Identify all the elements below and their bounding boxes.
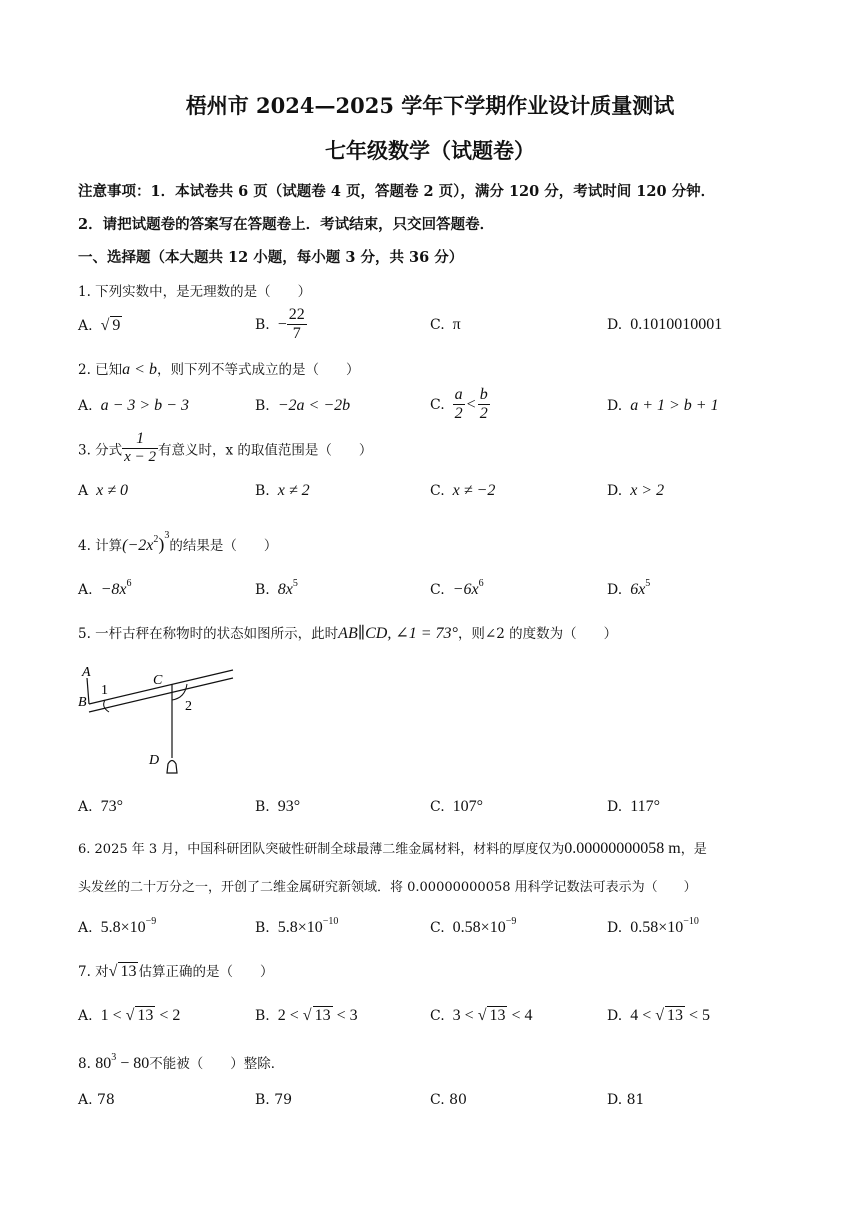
option-label: C. (430, 1008, 445, 1024)
denominator: 7 (292, 325, 301, 343)
q3-option-a (78, 482, 128, 500)
question-2-stem: 2. 已知a < b，则下列不等式成立的是（ ） (78, 361, 360, 378)
q4-option-a: A. $-8x^6$ (78, 578, 132, 598)
option-label: D. (607, 483, 623, 499)
option-label: C. (430, 317, 445, 333)
question-6-stem-line-1: 6. 2025 年 3 月，中国科研团队突破性研制全球最薄二维金属材料，材料的厚度仅为0.00000000058 m，是 (78, 840, 707, 857)
option-value: 73° (100, 798, 123, 815)
option-label: D. (607, 398, 623, 414)
option-label: B. (255, 1008, 270, 1024)
question-4-stem: 4. 计算$(-2x^2)^3$的结果是（ ） (78, 530, 278, 554)
question-6-stem-line-2: 头发丝的二十万分之一，开创了二维金属研究新领域．将 0.00000000058 用科学记数法可表示为（ ） (78, 880, 697, 895)
option-label: B. (255, 582, 270, 598)
q3-option-c (430, 482, 495, 500)
q7-option-b: B. 2 < √ 13 < 3 (255, 1007, 358, 1024)
thickness-value: 0.00000000058 m (564, 840, 681, 857)
q4-option-d: D. $6x^5$ (607, 578, 651, 598)
option-label: C. (430, 396, 445, 413)
option-value: π (452, 316, 461, 333)
option-value: 93° (277, 798, 301, 815)
q7-option-a: A. 1 < √ 13 < 2 (78, 1007, 181, 1024)
option-label: C. (430, 920, 445, 936)
q5-option-b (255, 798, 300, 816)
q1-option-a: A. √ 9 (78, 317, 121, 334)
option-value: x ≠ 0 (96, 482, 129, 499)
q3-option-b (255, 482, 310, 500)
q7-option-c: C. 3 < √ 13 < 4 (430, 1007, 533, 1024)
question-8-stem: 8. $80^3 - 80$不能被（ ）整除． (78, 1052, 285, 1072)
question-1-stem: 1. 下列实数中，是无理数的是（ ） (78, 284, 312, 300)
page-title: 梧州市 2024—2025 学年下学期作业设计质量测试 (185, 93, 675, 118)
option-value: 107° (452, 798, 484, 815)
notes-line-2: 2．请把试题卷的答案写在答题卷上．考试结束，只交回答题卷． (78, 216, 495, 233)
option-label: B. (255, 799, 270, 815)
q5-option-c (430, 798, 483, 816)
stem-math: a < b (122, 361, 157, 378)
label-d: D (149, 753, 160, 768)
q4-option-b: B. $8x^5$ (255, 578, 298, 598)
question-5-stem: 5. 一杆古秤在称物时的状态如图所示，此时AB∥CD, ∠1 = 73°，则∠2 的度数为（ ） (78, 625, 618, 642)
steelyard-figure (75, 660, 245, 785)
q5-option-d (607, 798, 660, 816)
option-label: B. (255, 398, 270, 414)
option-label: A. (78, 318, 93, 334)
q8-option-b: B. 79 (255, 1092, 293, 1108)
q8-option-c: C. 80 (430, 1092, 467, 1108)
option-value: 0.1010010001 (630, 316, 723, 333)
label-b: B (78, 695, 87, 710)
option-label: A (78, 483, 89, 499)
segment-ab (87, 678, 89, 704)
page-subtitle: 七年级数学（试题卷） (325, 138, 535, 163)
option-label: A. (78, 920, 93, 936)
section-heading: 一、选择题（本大题共 12 小题，每小题 3 分，共 36 分） (78, 249, 464, 266)
option-label: B. (255, 316, 270, 333)
q6-option-d: D. $0.58\times 10^{-10}$ (607, 916, 699, 936)
q6-option-b: B. $5.8\times 10^{-10}$ (255, 916, 339, 936)
q6-option-a: A. $5.8\times 10^{-9}$ (78, 916, 157, 936)
option-label: C. (430, 483, 445, 499)
option-value: a + 1 > b + 1 (630, 397, 719, 414)
option-value: a − 3 > b − 3 (100, 397, 189, 414)
option-label: D. (607, 920, 623, 936)
q6-option-c: C. $0.58\times 10^{-9}$ (430, 916, 517, 936)
option-value: x > 2 (630, 482, 665, 499)
q4-option-c: C. $-6x^6$ (430, 578, 484, 598)
option-label: A. (78, 582, 93, 598)
option-value: −2a < −2b (277, 397, 351, 414)
q1-option-b (255, 306, 307, 344)
angle-1-arc (104, 700, 109, 712)
option-label: A. (78, 1008, 93, 1024)
option-label: B. (255, 483, 270, 499)
option-label: A. (78, 398, 93, 414)
option-label: D. (607, 1008, 623, 1024)
option-label: D. (607, 799, 623, 815)
q1-option-d (607, 316, 722, 334)
label-1: 1 (101, 683, 108, 698)
notes-line-1: 注意事项：1．本试卷共 6 页（试题卷 4 页，答题卷 2 页），满分 120 分，考试时间 120 分钟． (78, 183, 716, 200)
option-value: x ≠ 2 (277, 482, 310, 499)
q2-option-b (255, 397, 350, 415)
numerator: 22 (287, 306, 307, 325)
q2-option-d (607, 397, 719, 415)
radicand: 9 (112, 317, 121, 334)
label-c: C (153, 673, 163, 688)
q3-option-d (607, 482, 664, 500)
weight-icon (167, 761, 177, 774)
q5-option-a (78, 798, 123, 816)
option-value: x ≠ −2 (452, 482, 496, 499)
stem-math: AB∥CD, ∠1 = 73° (338, 625, 458, 642)
option-label: C. (430, 582, 445, 598)
question-3-stem: 3. 分式 $\frac{1}{x - 2}$ 有意义时，x 的取值范围是（ ） (78, 430, 373, 466)
question-7-stem: 7. 对√ 13 估算正确的是（ ） (78, 963, 274, 980)
option-label: B. (255, 920, 270, 936)
q2-option-c: C. $\frac{a}{2}$ < $\frac{b}{2}$ (430, 386, 488, 423)
q7-option-d: D. 4 < √ 13 < 5 (607, 1007, 711, 1024)
option-label: D. (607, 582, 623, 598)
q2-option-a (78, 397, 189, 415)
q8-option-d: D. 81 (607, 1092, 645, 1108)
q1-option-c (430, 316, 461, 334)
radicand: 13 (120, 963, 137, 980)
option-label: A. (78, 799, 93, 815)
expr-base: (−2x (122, 537, 154, 554)
option-label: D. (607, 317, 623, 333)
q8-option-a: A. 78 (78, 1092, 115, 1108)
label-a: A (82, 665, 91, 680)
option-label: C. (430, 799, 445, 815)
option-value: 117° (630, 798, 660, 815)
minus-sign: − (277, 315, 287, 333)
label-2: 2 (185, 699, 192, 714)
